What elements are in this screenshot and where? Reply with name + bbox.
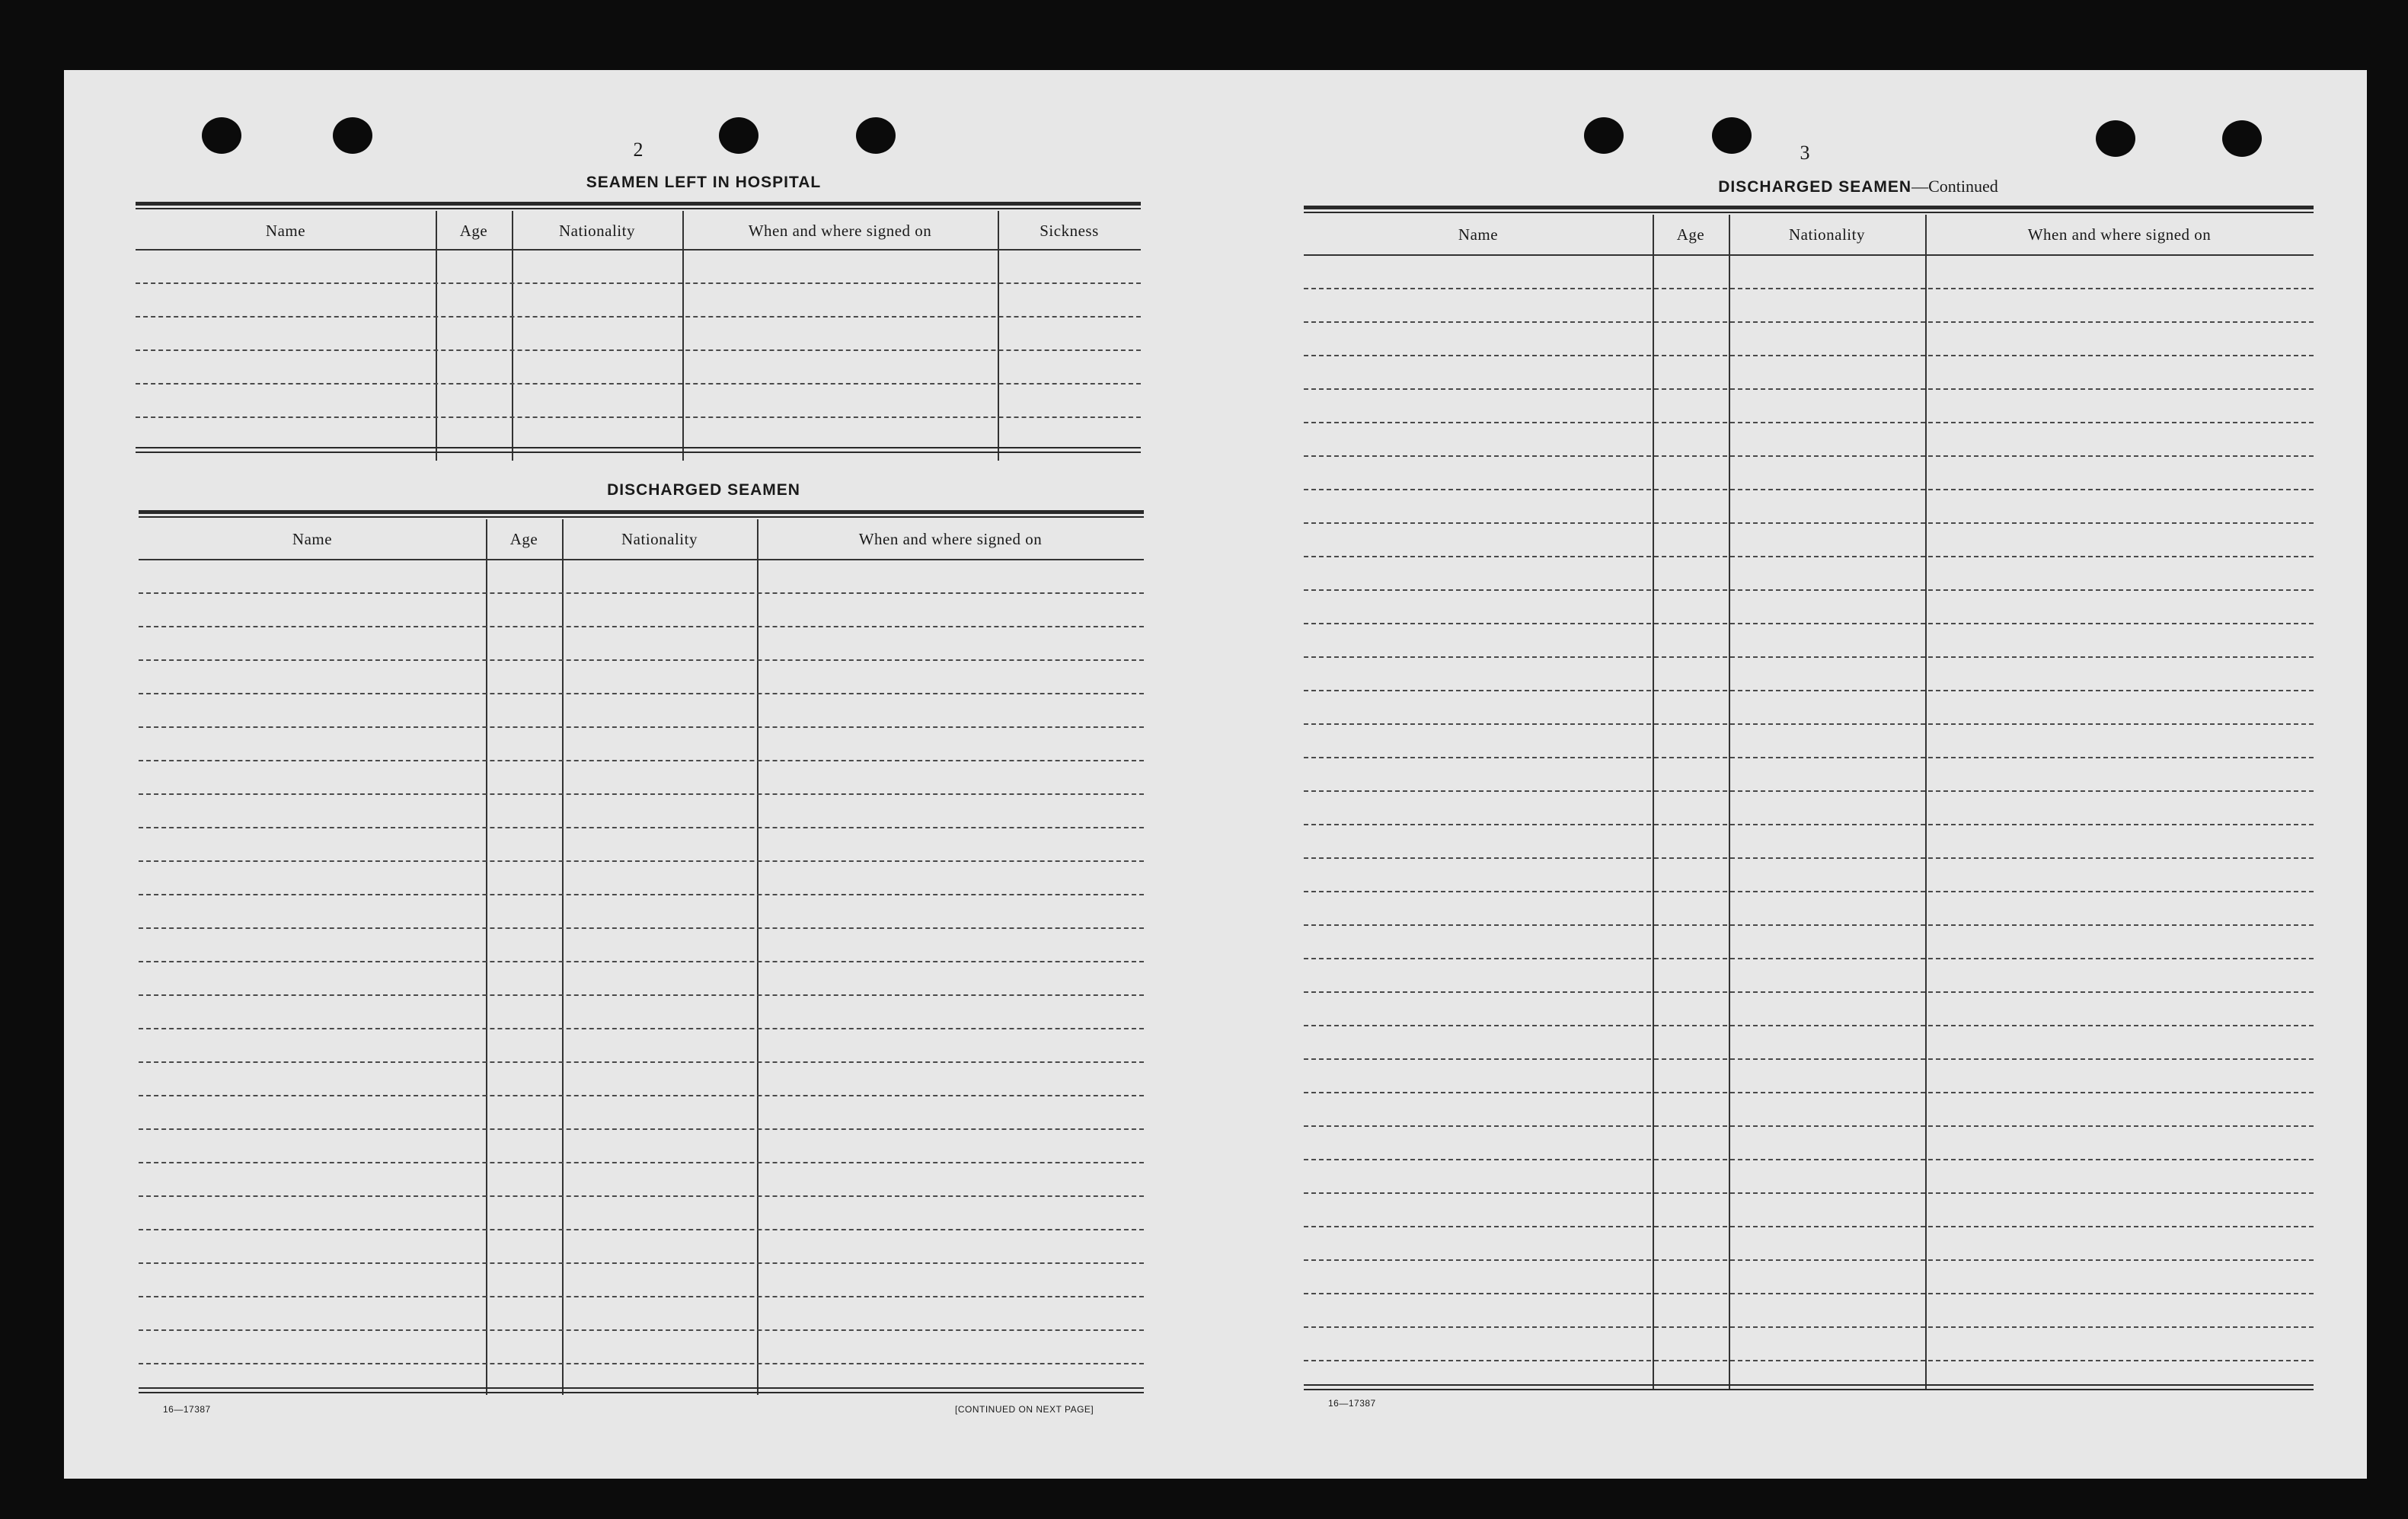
hospital-col-age: Age xyxy=(459,222,488,240)
scanned-sheet xyxy=(64,70,2367,1479)
continued-note: [CONTINUED ON NEXT PAGE] xyxy=(955,1404,1094,1415)
punch-hole xyxy=(333,117,372,154)
discharged-right-col-signed-on: When and where signed on xyxy=(2027,225,2212,244)
hospital-col-name: Name xyxy=(265,222,306,240)
discharged-col-nationality: Nationality xyxy=(621,530,698,548)
hospital-col-nationality: Nationality xyxy=(559,222,635,240)
hospital-section-title: SEAMEN LEFT IN HOSPITAL xyxy=(586,174,822,191)
punch-hole xyxy=(719,117,758,154)
punch-hole xyxy=(2222,120,2262,157)
discharged-col-age: Age xyxy=(509,530,538,548)
punch-hole xyxy=(2096,120,2135,157)
form-number-left: 16—17387 xyxy=(163,1404,211,1415)
discharged-table-left xyxy=(139,510,1144,1393)
discharged-title-main: DISCHARGED SEAMEN xyxy=(1718,178,1912,196)
discharged-table-right xyxy=(1304,206,2314,1393)
form-number-right: 16—17387 xyxy=(1328,1398,1376,1409)
discharged-right-col-name: Name xyxy=(1458,225,1499,244)
discharged-right-col-age: Age xyxy=(1676,225,1705,244)
discharged-col-signed-on: When and where signed on xyxy=(858,530,1043,548)
punch-hole xyxy=(1584,117,1624,154)
hospital-table xyxy=(136,202,1141,461)
punch-hole xyxy=(856,117,896,154)
hospital-col-sickness: Sickness xyxy=(1040,222,1099,240)
discharged-section-title-right xyxy=(1455,177,2262,196)
right-page-number: 3 xyxy=(1800,142,1810,164)
discharged-right-col-nationality: Nationality xyxy=(1789,225,1865,244)
discharged-col-name: Name xyxy=(292,530,333,548)
hospital-col-signed-on: When and where signed on xyxy=(748,222,932,240)
punch-hole xyxy=(1712,117,1752,154)
punch-hole xyxy=(202,117,241,154)
discharged-section-title-left: DISCHARGED SEAMEN xyxy=(607,481,800,499)
left-page-number: 2 xyxy=(633,139,644,161)
discharged-title-continued: —Continued xyxy=(1911,177,1998,196)
